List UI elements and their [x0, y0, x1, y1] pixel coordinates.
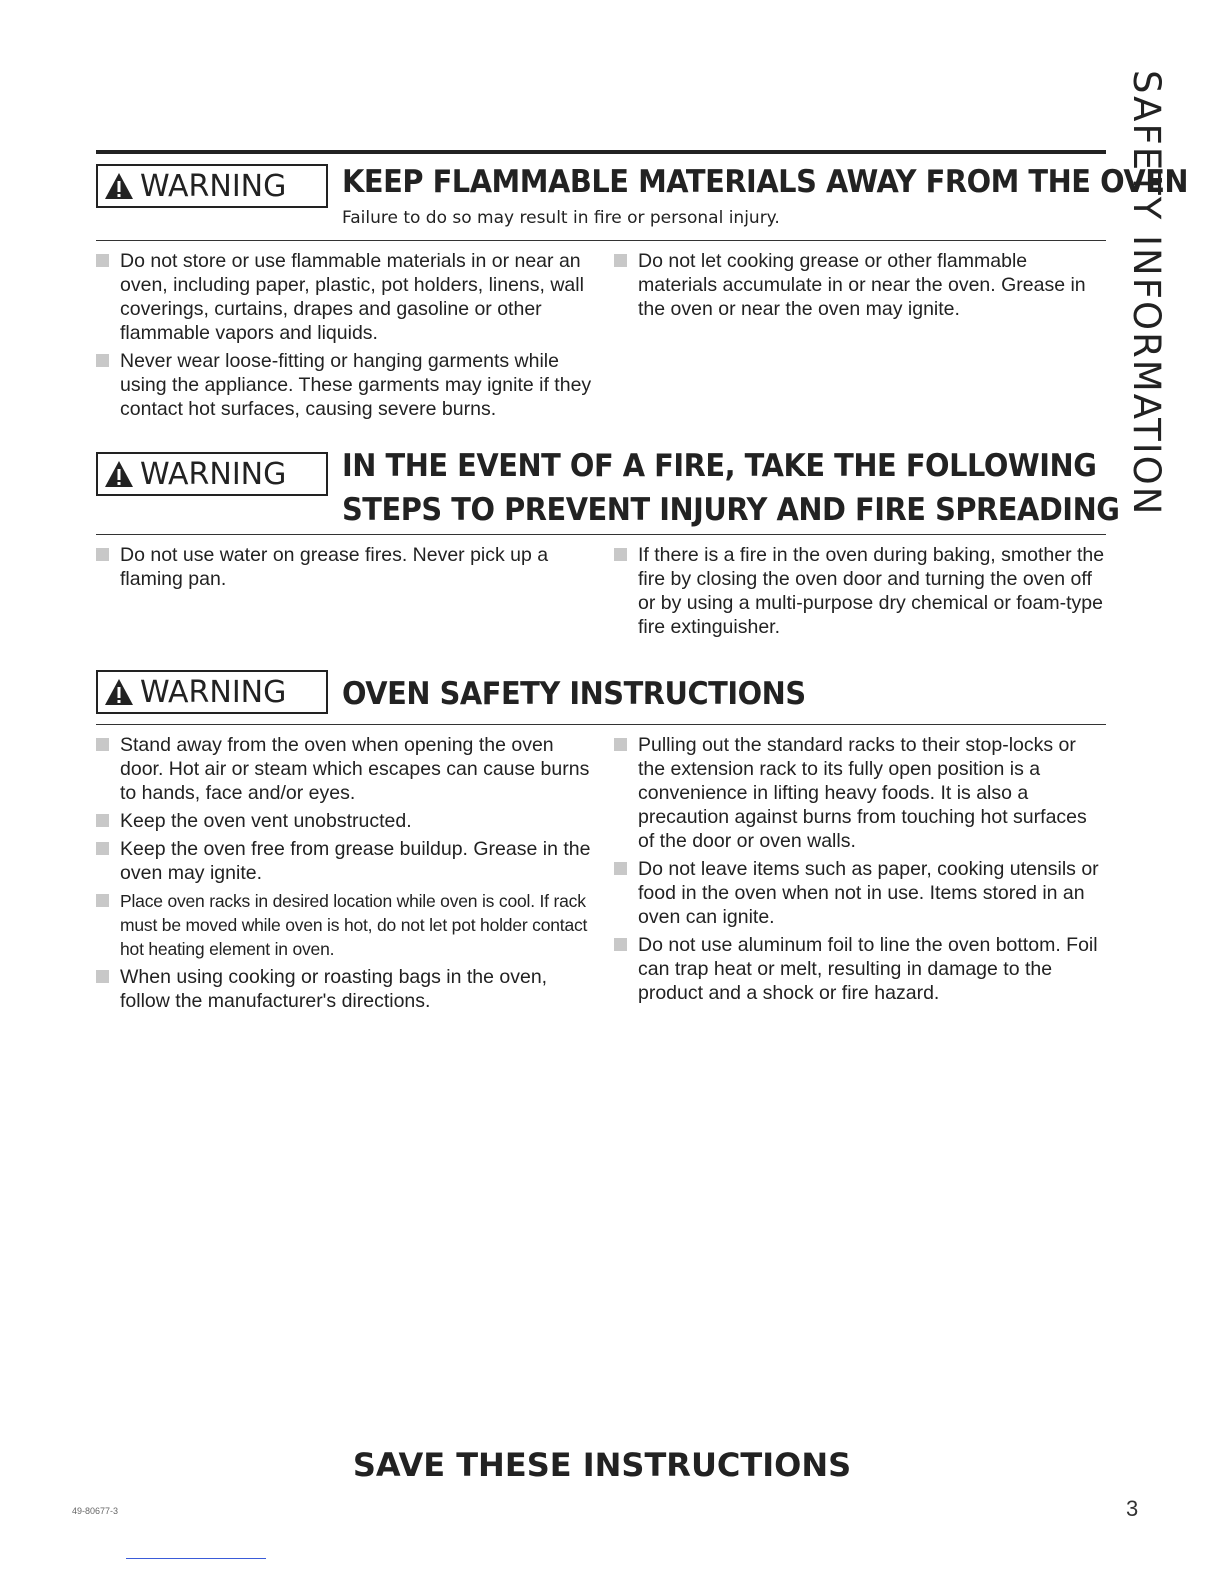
section-title: OVEN SAFETY INSTRUCTIONS	[342, 676, 806, 712]
section-title	[342, 444, 1120, 532]
list-item: Do not leave items such as paper, cooking utensils or food in the oven when not in use. Items stored in an oven can ignite.	[614, 857, 1106, 929]
bullet-square-icon	[614, 938, 627, 951]
bullet-square-icon	[96, 970, 109, 983]
bullet-square-icon	[96, 354, 109, 367]
warning-triangle-icon	[104, 172, 134, 200]
warning-section-oven-safety	[96, 664, 1106, 1017]
section-title: KEEP FLAMMABLE MATERIALS AWAY FROM THE OVEN	[342, 164, 1189, 200]
bullet-square-icon	[96, 254, 109, 267]
warning-label-box	[96, 670, 328, 714]
list-item: Do not use aluminum foil to line the oven bottom. Foil can trap heat or melt, resulting in damage to the product and a shock or fire hazard.	[614, 933, 1106, 1005]
list-item: Keep the oven free from grease buildup. Grease in the oven may ignite.	[96, 837, 596, 885]
section-subtitle: Failure to do so may result in fire or personal injury.	[342, 208, 780, 228]
warning-label-box	[96, 452, 328, 496]
document-number: 49-80677-3	[72, 1506, 119, 1516]
scan-artifact-line	[126, 1558, 266, 1559]
list-item: Keep the oven vent unobstructed.	[96, 809, 596, 833]
right-column	[614, 249, 1106, 425]
list-item: Do not store or use flammable materials in or near an oven, including paper, plastic, pot holders, linens, wall coverings, curtains, drapes and gasoline or other flammable vapors and liquids.	[96, 249, 596, 345]
side-section-tab: SAFETY INFORMATION	[1125, 70, 1168, 517]
warning-label-text: WARNING	[140, 456, 287, 492]
left-column	[96, 249, 596, 425]
warning-section-fire	[96, 444, 1120, 643]
page-number: 3	[1126, 1496, 1139, 1521]
bullet-square-icon	[96, 548, 109, 561]
warning-label-text: WARNING	[140, 168, 287, 204]
right-column	[614, 733, 1106, 1017]
list-item: Stand away from the oven when opening the oven door. Hot air or steam which escapes can cause burns to hands, face and/or eyes.	[96, 733, 596, 805]
section-title-line: IN THE EVENT OF A FIRE, TAKE THE FOLLOWING	[342, 448, 1097, 484]
bullet-square-icon	[96, 894, 109, 907]
right-column	[614, 543, 1106, 643]
warning-label-text: WARNING	[140, 674, 287, 710]
bullet-square-icon	[614, 862, 627, 875]
list-item: Place oven racks in desired location while oven is cool. If rack must be moved while oven is hot, do not let pot holder contact hot heating element in oven.	[96, 889, 596, 961]
bullet-square-icon	[614, 548, 627, 561]
left-column	[96, 543, 596, 643]
left-column	[96, 733, 596, 1017]
save-instructions-footer: SAVE THESE INSTRUCTIONS	[352, 1446, 852, 1484]
list-item: Do not use water on grease fires. Never pick up a flaming pan.	[96, 543, 596, 591]
list-item: Do not let cooking grease or other flammable materials accumulate in or near the oven. Grease in the oven or near the oven may ignite.	[614, 249, 1106, 321]
list-item: If there is a fire in the oven during baking, smother the fire by closing the oven door and turning the oven off or by using a multi-purpose dry chemical or foam-type fire extinguisher.	[614, 543, 1106, 639]
warning-triangle-icon	[104, 678, 134, 706]
bullet-square-icon	[96, 842, 109, 855]
section-title-line: STEPS TO PREVENT INJURY AND FIRE SPREADING	[342, 492, 1120, 528]
warning-label-box	[96, 164, 328, 208]
bullet-square-icon	[614, 738, 627, 751]
bullet-square-icon	[96, 738, 109, 751]
list-item: Never wear loose-fitting or hanging garments while using the appliance. These garments may ignite if they contact hot surfaces, causing severe burns.	[96, 349, 596, 421]
bullet-square-icon	[96, 814, 109, 827]
bullet-square-icon	[614, 254, 627, 267]
list-item: When using cooking or roasting bags in the oven, follow the manufacturer's directions.	[96, 965, 596, 1013]
warning-triangle-icon	[104, 460, 134, 488]
list-item: Pulling out the standard racks to their stop-locks or the extension rack to its fully open position is a convenience in lifting heavy foods. It is also a precaution against burns from touching hot surfaces of the door or oven walls.	[614, 733, 1106, 853]
